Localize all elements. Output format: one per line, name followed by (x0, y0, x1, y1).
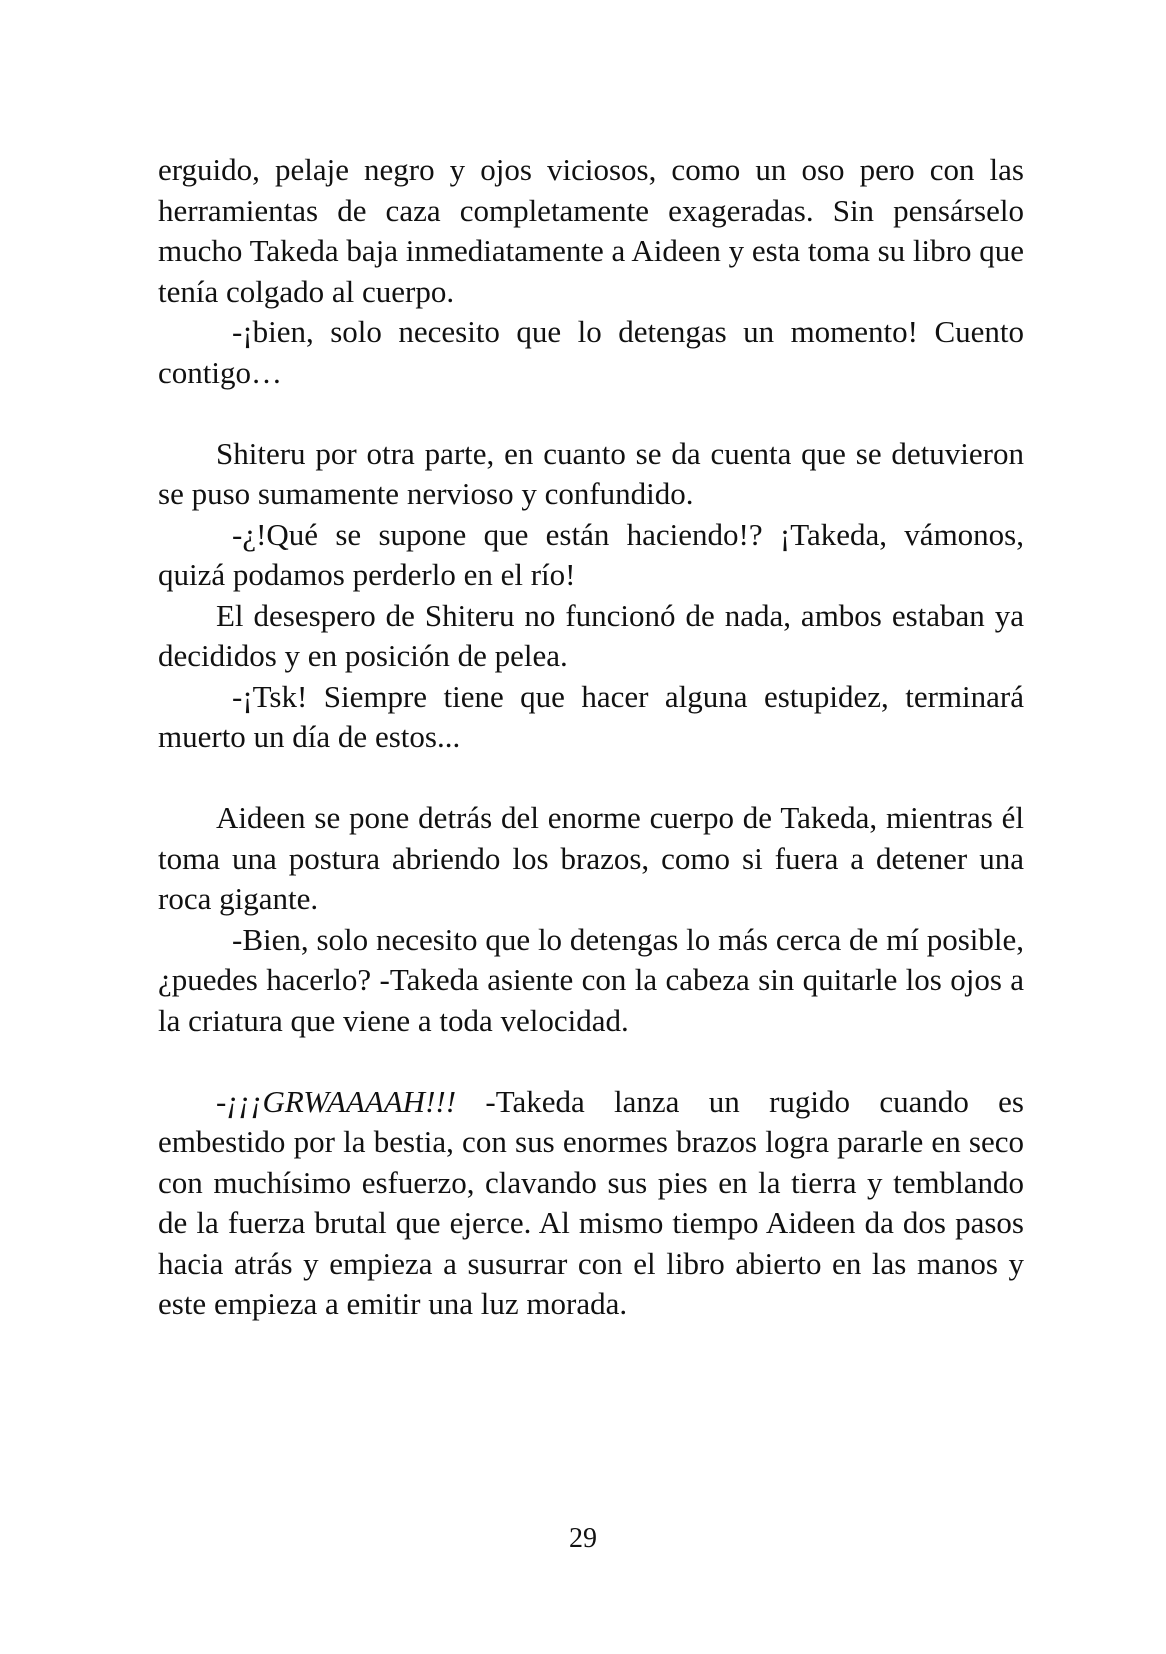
dialogue-shiteru-2: -¡Tsk! Siempre tiene que hacer alguna estupidez, terminará muerto un día de estos... (158, 678, 1024, 754)
paragraph-rugido-text: -Takeda lanza un rugido cuando es embestido por la bestia, con sus enormes brazos logra pararle en seco con muchísimo esfuerzo, clavando sus pies en la tierra y temblando de la fuerza brutal que ejerce. Al mismo tiempo Aideen da dos pasos hacia atrás y empieza a susurrar con el libro abierto en las manos y este empieza a emitir una luz morada. (158, 1083, 1024, 1321)
dialogue-shiteru-1: -¿!Qué se supone que están haciendo!? ¡Takeda, vámonos, quizá podamos perderlo en el río! (158, 516, 1024, 592)
paragraph-shiteru: Shiteru por otra parte, en cuanto se da cuenta que se detuvieron se puso sumamente nervioso y confundido. (158, 435, 1024, 511)
body-text (158, 150, 1024, 1325)
paragraph-rugido (158, 1082, 1024, 1325)
dialogue-aideen-1: -¡bien, solo necesito que lo detengas un momento! Cuento contigo… (158, 314, 1024, 390)
shout-text: -¡¡¡GRWAAAAH!!! (216, 1083, 457, 1119)
paragraph-gap (158, 393, 1024, 434)
dialogue-aideen-2: -Bien, solo necesito que lo detengas lo más cerca de mí posible, ¿puedes hacerlo? -Takeda asiente con la cabeza sin quitarle los ojos a la criatura que viene a toda velocidad. (158, 921, 1024, 1038)
paragraph-gap (158, 1041, 1024, 1082)
paragraph-1: erguido, pelaje negro y ojos viciosos, como un oso pero con las herramientas de caza completamente exageradas. Sin pensárselo mucho Takeda baja inmediatamente a Aideen y esta toma su libro que tenía colgado al cuerpo. (158, 152, 1024, 309)
paragraph-desespero: El desespero de Shiteru no funcionó de nada, ambos estaban ya decididos y en posición de pelea. (158, 597, 1024, 673)
page-number: 29 (569, 1523, 597, 1554)
paragraph-gap (158, 758, 1024, 799)
paragraph-aideen: Aideen se pone detrás del enorme cuerpo de Takeda, mientras él toma una postura abriendo los brazos, como si fuera a detener una roca gigante. (158, 800, 1024, 916)
